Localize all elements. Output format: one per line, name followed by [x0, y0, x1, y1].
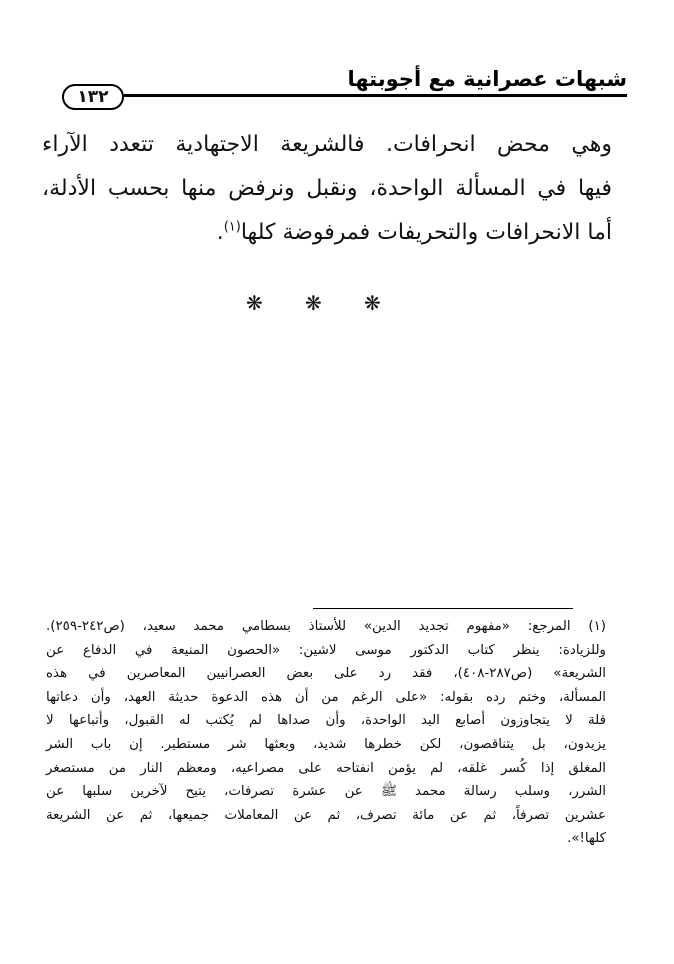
footnote-line: قلة لا يتجاوزون أصابع اليد الواحدة، وأن صداها لم يُكتب له القبول، وأتباعها لا — [46, 713, 606, 729]
asterism-icon: ❋ — [305, 291, 322, 315]
body-line-last — [42, 211, 612, 255]
footnote-reference: (١) — [223, 219, 241, 235]
footnotes — [46, 615, 606, 851]
body-line-text: أما الانحرافات والتحريفات فمرفوضة كلها — [240, 220, 612, 245]
running-header — [62, 62, 627, 122]
body-line: وهي محض انحرافات. فالشريعة الاجتهادية تتعدد الآراء — [42, 132, 612, 157]
page-number: ١٣٢ — [62, 84, 124, 110]
body-line: فيها في المسألة الواحدة، ونقبل ونرفض منها بحسب الأدلة، — [42, 176, 612, 201]
section-separator — [0, 288, 674, 318]
footnote-line: الشريعة» (ص٢٨٧-٤٠٨)، فقد رد على بعض العصرانيين المعاصرين في هذه — [46, 666, 606, 682]
footnote-line: عشرين تصرفاً، ثم عن مائة تصرف، ثم عن المعاملات جميعها، ثم عن الشريعة — [46, 807, 606, 823]
main-text — [42, 123, 612, 255]
footnote-rule — [313, 608, 573, 609]
footnote-line: المغلق إذا كُسر غلقه، لم يؤمن انفتاحه على مصراعيه، ومعظم النار من مستصغر — [46, 760, 606, 776]
footnote-line: كلها!». — [567, 831, 606, 847]
asterism-icon: ❋ — [246, 291, 263, 315]
footnote-line: الشرر، وسلب رسالة محمد ﷺ عن عشرة تصرفات، يتيح لآخرين سلبها عن — [46, 784, 606, 800]
header-rule — [124, 94, 627, 97]
footnote-line: المسألة، وختم رده بقوله: «على الرغم من أن هذه الدعوة حديثة العهد، وأن دعاتها — [46, 689, 606, 705]
footnote-line: يزيدون، بل يتناقصون، لكن خطرها شديد، وبعثها شر مستطير. إن باب الشر — [46, 736, 606, 752]
footnote-line: (١) المرجع: «مفهوم تجديد الدين» للأستاذ بسطامي محمد سعيد، (ص٢٤٢-٢٥٩). — [46, 619, 606, 634]
asterism-icon: ❋ — [364, 291, 381, 315]
footnote-line: وللزيادة: ينظر كتاب الدكتور موسى لاشين: «الحصون المنيعة في الدفاع عن — [46, 642, 606, 658]
body-line-end: . — [216, 220, 224, 245]
header-title: شبهات عصرانية مع أجوبتها — [347, 67, 627, 91]
